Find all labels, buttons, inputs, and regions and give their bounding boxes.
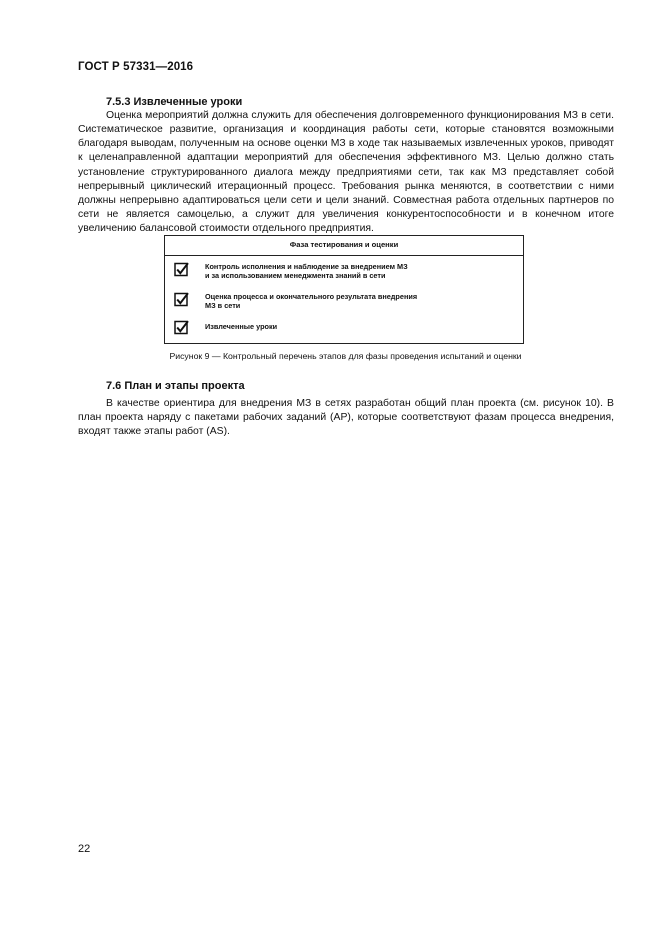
checklist-item-text: Извлеченные уроки — [205, 322, 278, 331]
section-title-7-6: 7.6 План и этапы проекта — [106, 380, 245, 392]
figure-caption: Рисунок 9 — Контрольный перечень этапов для фазы проведения испытаний и оценки — [169, 351, 522, 361]
checklist-item-text: Контроль исполнения и наблюдение за внедрением МЗ и за использованием менеджмента знаний в сети — [205, 262, 408, 280]
checked-box-icon — [174, 262, 189, 277]
checklist-item-text: Оценка процесса и окончательного результата внедрения МЗ в сети — [205, 292, 418, 310]
checklist-item-2 — [165, 292, 523, 312]
checklist-item-3 — [165, 320, 523, 340]
checklist-item-1 — [165, 262, 523, 282]
section-paragraph-7-6: В качестве ориентира для внедрения МЗ в сетях разработан общий план проекта (см. рисунок 10). В план проекта наряду с пакетами рабочих заданий (АР), которые соответствуют фазам процесса внедрения, входят также этапы работ (AS). — [78, 398, 614, 438]
checked-box-icon — [174, 320, 189, 335]
document-header: ГОСТ Р 57331—2016 — [78, 61, 194, 73]
figure-9-checklist — [164, 235, 524, 344]
page-number: 22 — [78, 843, 91, 855]
figure-heading: Фаза тестирования и оценки — [165, 236, 523, 256]
section-title-7-5-3: 7.5.3 Извлеченные уроки — [106, 96, 243, 108]
section-paragraph-7-5-3: Оценка мероприятий должна служить для обеспечения долговременного функционирования МЗ в сети. Систематическое развитие, организация и координация работы сети, которые становятся возможными благодаря выводам, полученным на основе оценки МЗ в ходе так называемых извлеченных уроков, приводят к целенаправленной адаптации мероприятий для обеспечения эффективного МЗ. Целью должно стать установление структурированного диалога между предприятиями сети, так как МЗ представляет собой непрерывный циклический итерационный процесс. Требования рынка меняются, в соответствии с ними должны непрерывно адаптироваться цели сети и цели знаний. Совместная работа отдельных партнеров по сети не является самоцелью, а служит для увеличения конкурентоспособности и в конечном итоге увеличению балансовой стоимости отдельного предприятия. — [78, 110, 614, 235]
checked-box-icon — [174, 292, 189, 307]
